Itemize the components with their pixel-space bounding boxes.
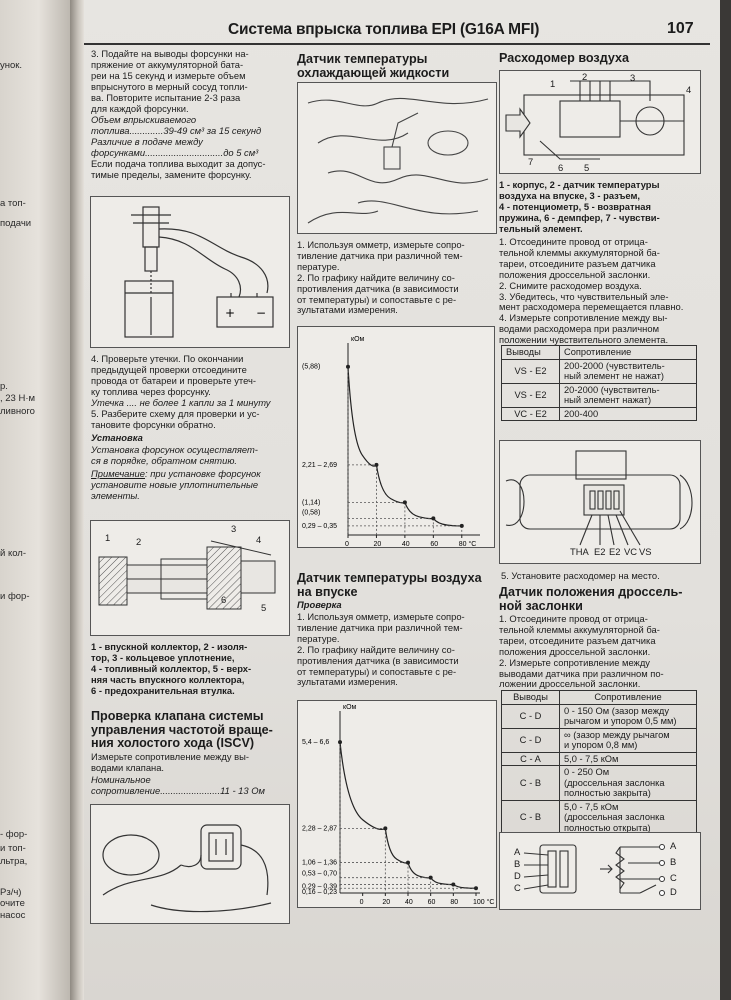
y-tick-label: (0,58) — [302, 509, 321, 517]
table-cell: 0 - 150 Ом (зазор между рычагом и упором 0,5 мм) — [560, 704, 697, 728]
data-point — [451, 882, 455, 886]
data-point — [429, 876, 433, 880]
tps-pin-c-left: C — [514, 882, 521, 893]
coolant-resistance-chart — [298, 327, 494, 547]
iscv-heading: Проверка клапана системы управления частотой враще- ния холостого хода (ISCV) — [91, 709, 273, 751]
tps-pin-a-right: A — [670, 840, 677, 851]
injector-step-4: 4. Проверьте утечки. По окончании предыдущей проверки отсоедините провода от батареи и проверьте утеч- ку топлива через форсунку. — [91, 353, 257, 397]
x-tick-label: 60 — [427, 899, 436, 906]
iscv-text: Измерьте сопротивление между вы- водами клапана. — [91, 751, 250, 773]
x-tick-label: 0 — [345, 541, 349, 547]
previous-page-text: р. — [0, 381, 8, 392]
tps-schematic-figure — [499, 832, 701, 910]
x-tick-label: 0 — [359, 899, 364, 906]
y-tick-label: 1,06 – 1,36 — [302, 859, 338, 867]
y-tick-label: 0,29 – 0,39 — [302, 883, 338, 891]
x-tick-label: 80 — [450, 899, 459, 906]
pin-label-e2b: E2 — [609, 546, 621, 557]
air-temp-sensor-text: 1. Используя омметр, измерьте сопро- тивление датчика при различной тем- пературе. 2. По графику найдите величину со- противления датчика (в зависимости от температуры) и сопоставьте с ре- зультатами измерения. — [297, 611, 465, 688]
callout-4: 4 — [256, 534, 262, 545]
previous-page-text: , 23 Н·м — [0, 393, 36, 404]
data-point — [374, 463, 378, 467]
callout-1: 1 — [105, 532, 111, 543]
series-line — [340, 742, 476, 888]
page-number: 107 — [667, 20, 694, 37]
table-cell: VS - E2 — [502, 359, 560, 383]
y-tick-label: 2,28 – 2,87 — [302, 825, 338, 833]
coolant-chart-frame — [297, 326, 495, 548]
y-tick-label: 0,53 – 0,70 — [302, 870, 338, 878]
header-rule — [84, 43, 710, 45]
svg-text:−: − — [256, 306, 267, 320]
tps-pin-a-left: A — [514, 846, 521, 857]
iscv-valve-drawing — [91, 805, 289, 923]
iscv-valve-figure — [90, 804, 290, 924]
air-temp-check-heading: Проверка — [297, 599, 342, 610]
maf-callout-5: 5 — [584, 162, 590, 173]
pin-label-tha: THA — [570, 546, 589, 557]
book-page — [84, 0, 720, 1000]
callout-3: 3 — [231, 523, 237, 534]
maf-callout-2: 2 — [582, 71, 588, 82]
tps-resistance-table — [501, 690, 697, 835]
callout-2: 2 — [136, 536, 142, 547]
table-cell: C - D — [502, 728, 560, 752]
y-tick-label: 2,21 – 2,69 — [302, 461, 338, 469]
book-gutter — [70, 0, 84, 1000]
coolant-sensor-heading: Датчик температуры охлаждающей жидкости — [297, 52, 450, 80]
table-row — [502, 407, 697, 421]
maf-step-5: 5. Установите расходомер на место. — [501, 570, 660, 581]
tps-pin-b-left: B — [514, 858, 521, 869]
svg-text:+: + — [225, 306, 236, 320]
table-row — [502, 728, 697, 752]
injector-test-figure — [90, 196, 290, 348]
data-point — [383, 826, 387, 830]
maf-heading: Расходомер воздуха — [499, 51, 630, 65]
pin-label-vs: VS — [639, 546, 652, 557]
injector-test-drawing — [91, 197, 289, 347]
previous-page-text: а топ- — [0, 198, 26, 209]
table-row — [502, 752, 697, 766]
maf-callout-3: 3 — [630, 72, 636, 83]
maf-callout-4: 4 — [686, 84, 692, 95]
previous-page-text: очите — [0, 898, 25, 909]
table-row — [502, 800, 697, 835]
page-edge — [720, 0, 731, 1000]
table-header-cell: Выводы — [502, 691, 560, 705]
tps-pin-b-right: B — [670, 856, 677, 867]
x-tick-label: 40 — [405, 899, 413, 906]
x-tick-label: 60 — [430, 541, 439, 547]
leak-spec: Утечка .... не более 1 капли за 1 минуту — [91, 397, 271, 408]
table-cell: 0 - 250 Ом (дроссельная заслонка полностью закрыта) — [560, 766, 697, 801]
table-header-row — [502, 346, 697, 360]
table-header-row — [502, 691, 697, 705]
table-cell: 5,0 - 7,5 кОм (дроссельная заслонка полностью открыта) — [560, 800, 697, 835]
maf-connector-figure — [499, 440, 701, 564]
table-cell: C - B — [502, 766, 560, 801]
callout-6: 6 — [221, 594, 227, 605]
y-tick-label: (1,14) — [302, 499, 321, 507]
maf-callout-1: 1 — [550, 78, 556, 89]
injector-section-figure — [90, 520, 290, 636]
maf-callout-6: 6 — [558, 162, 564, 173]
air-temp-sensor-heading: Датчик температуры воздуха на впуске — [297, 571, 482, 599]
data-point — [338, 740, 342, 744]
table-header-cell: Выводы — [502, 346, 560, 360]
y-tick-label: (5,88) — [302, 363, 321, 371]
table-row — [502, 704, 697, 728]
coolant-sensor-text: 1. Используя омметр, измерьте сопро- тивление датчика при различной тем- пературе. 2. По графику найдите величину со- противления датчика (в зависимости от температуры) и сопоставьте с ре- зультатами измерения. — [297, 239, 465, 316]
iscv-nominal-spec: Номинальное сопротивление.......................11 - 13 Ом — [91, 774, 265, 796]
y-tick-label: 0,29 – 0,35 — [302, 522, 338, 530]
x-tick-label: 20 — [382, 899, 391, 906]
install-heading: Установка — [91, 432, 143, 443]
maf-procedure: 1. Отсоедините провод от отрица- тельной клеммы аккумуляторной ба- тареи, отсоедините разъем датчика положения дроссельной заслонки. 2. Снимите расходомер воздуха. 3. Убедитесь, что чувствительный эле- мент расходомера перемещается плавно. 4. Измерьте сопротивление между вы- водами расходомера при различном положении чувствительного элемента. — [499, 236, 684, 346]
table-header-cell: Сопротивление — [560, 691, 697, 705]
previous-page-text: й кол- — [0, 548, 26, 559]
x-tick-label: 100 °C — [473, 899, 495, 906]
maf-figure — [499, 70, 701, 174]
coolant-sensor-figure — [297, 82, 497, 234]
y-axis-label: кОм — [343, 704, 357, 711]
data-point — [474, 886, 478, 890]
table-cell: C - D — [502, 704, 560, 728]
previous-page-text: и фор- — [0, 591, 30, 602]
table-row — [502, 359, 697, 383]
data-point — [403, 500, 407, 504]
x-tick-label: 20 — [373, 541, 382, 547]
maf-callout-7: 7 — [528, 156, 534, 167]
coolant-sensor-drawing — [298, 83, 496, 233]
table-cell: 200-400 — [560, 407, 697, 421]
previous-page-text: ливного — [0, 406, 35, 417]
air-temp-resistance-chart — [298, 701, 496, 907]
table-cell: VC - E2 — [502, 407, 560, 421]
previous-page-text: - фор- — [0, 829, 28, 840]
maf-connector-drawing — [500, 441, 700, 563]
data-point — [460, 524, 464, 528]
table-cell: C - A — [502, 752, 560, 766]
maf-caption: 1 - корпус, 2 - датчик температуры воздуха на впуске, 3 - разъем, 4 - потенциометр, 5 - возвратная пружина, 6 - демпфер, 7 - чувстви- тельный элемент. — [499, 179, 660, 234]
table-header-cell: Сопротивление — [560, 346, 697, 360]
previous-page-fragment — [0, 0, 70, 1000]
tps-pin-c-right: C — [670, 872, 677, 883]
air-temp-chart-frame — [297, 700, 497, 908]
previous-page-text: Рз/ч) — [0, 887, 22, 898]
table-cell: ∞ (зазор между рычагом и упором 0,8 мм) — [560, 728, 697, 752]
injector-section-caption: 1 - впускной коллектор, 2 - изоля- тор, 3 - кольцевое уплотнение, 4 - топливный коллектор, 5 - верх- няя часть впускного коллектора, 6 - предохранительная втулка. — [91, 641, 252, 696]
callout-5: 5 — [261, 602, 267, 613]
table-cell: C - B — [502, 800, 560, 835]
y-tick-label: 5,4 – 6,6 — [302, 739, 330, 747]
data-point — [406, 861, 410, 865]
tps-heading: Датчик положения дроссель- ной заслонки — [499, 585, 683, 613]
previous-page-text: унок. — [0, 60, 23, 71]
pin-label-e2a: E2 — [594, 546, 606, 557]
table-row — [502, 383, 697, 407]
previous-page-text: подачи — [0, 218, 32, 229]
table-cell: 20-2000 (чувствитель- ный элемент нажат) — [560, 383, 697, 407]
y-tick-label: 0,16 – 0,23 — [302, 889, 338, 897]
injection-volume-spec: Объем впрыскиваемого топлива.............39-49 см³ за 15 секунд Различие в подаче между форсунками..............................до 5 см³ — [91, 114, 262, 158]
table-cell: 5,0 - 7,5 кОм — [560, 752, 697, 766]
previous-page-text: насос — [0, 910, 26, 921]
injector-limit-note: Если подача топлива выходит за допус- тимые пределы, замените форсунку. — [91, 158, 266, 180]
install-note: Примечание: при установке форсунок установите новые уплотнительные элементы. — [91, 468, 261, 501]
tps-pin-d-right: D — [670, 886, 677, 897]
previous-page-text: и топ- — [0, 843, 26, 854]
previous-page-text: льтра, — [0, 856, 28, 867]
table-cell: 200-2000 (чувствитель- ный элемент не нажат) — [560, 359, 697, 383]
maf-resistance-table — [501, 345, 697, 421]
pin-label-vc: VC — [624, 546, 638, 557]
install-text: Установка форсунок осуществляет- ся в порядке, обратном снятию. — [91, 444, 258, 466]
x-tick-label: 40 — [401, 541, 410, 547]
data-point — [346, 365, 350, 369]
data-point — [431, 516, 435, 520]
table-cell: VS - E2 — [502, 383, 560, 407]
table-row — [502, 766, 697, 801]
injector-step-5: 5. Разберите схему для проверки и ус- тановите форсунки обратно. — [91, 408, 260, 430]
injector-step-3: 3. Подайте на выводы форсунки на- пряжение от аккумуляторной бата- реи на 15 секунд и измерьте объем впрыснутого в мерный сосуд топли- ва. Повторите испытание 2-3 раза для каждой форсунки. — [91, 48, 249, 114]
x-tick-label: 80 °C — [458, 541, 477, 547]
page-title: Система впрыска топлива EPI (G16A MFI) — [228, 21, 540, 38]
tps-procedure: 1. Отсоедините провод от отрица- тельной клеммы аккумуляторной ба- тареи, отсоедините разъем датчика положения дроссельной заслонки. 2. Измерьте сопротивление между выводами датчика при различном по- ложении дроссельной заслонки. — [499, 613, 664, 690]
tps-pin-d-left: D — [514, 870, 521, 881]
y-axis-label: кОм — [351, 336, 365, 343]
